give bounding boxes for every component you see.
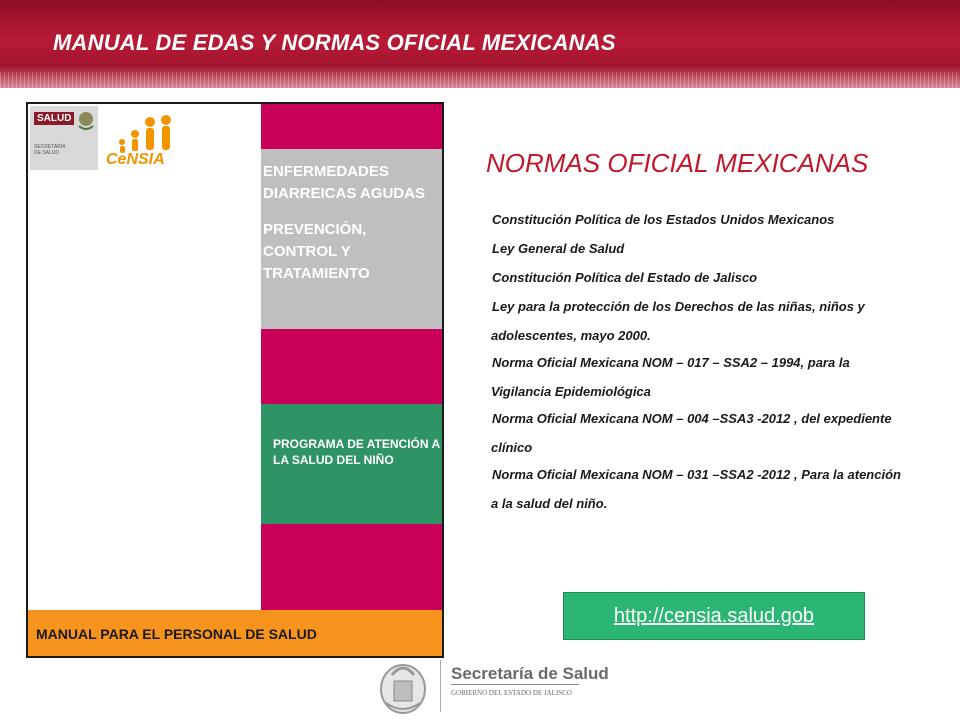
header-banner <box>0 0 960 88</box>
list-item-text: Ley para la protección de los Derechos de las niñas, niños y adolescentes, mayo 2000. <box>491 299 865 343</box>
censia-link-button[interactable] <box>563 592 865 640</box>
list-item-text: Norma Oficial Mexicana NOM – 004 –SSA3 -2012 , del expediente clínico <box>491 411 892 455</box>
list-item-text: Norma Oficial Mexicana NOM – 017 – SSA2 – 1994, para la Vigilancia Epidemiológica <box>491 355 850 399</box>
section-title: NORMAS OFICIAL MEXICANAS <box>486 148 869 178</box>
norms-list <box>491 206 903 517</box>
cover-bottom-text: MANUAL PARA EL PERSONAL DE SALUD <box>36 626 317 642</box>
footer-government-label: GOBIERNO DEL ESTADO DE JALISCO <box>451 689 572 697</box>
cover-disease-title: ENFERMEDADES DIARREICAS AGUDAS <box>263 163 425 202</box>
list-item-text: Constitución Política del Estado de Jalisco <box>492 270 758 285</box>
salud-logo <box>30 106 98 170</box>
censia-link[interactable]: http://censia.salud.gob <box>613 604 815 627</box>
manual-cover-image <box>26 102 444 658</box>
list-item <box>491 235 903 264</box>
eagle-emblem-icon <box>76 110 96 132</box>
list-item-text: Norma Oficial Mexicana NOM – 031 –SSA2 -2012 , Para la atención a la salud del niño. <box>491 467 901 511</box>
list-item-text: Ley General de Salud <box>492 241 625 256</box>
jalisco-seal-icon <box>372 655 434 717</box>
footer-secretaria-name: Secretaría de Salud <box>451 664 609 683</box>
cover-white-panel <box>28 104 261 610</box>
list-item-text: Constitución Política de los Estados Unidos Mexicanos <box>492 212 835 227</box>
secretaria-label: SECRETARÍA DE SALUD <box>34 144 66 156</box>
header-stripe <box>0 72 960 88</box>
salud-logo-label: SALUD <box>34 112 74 125</box>
cover-gray-block <box>261 149 442 329</box>
cover-program-text: PROGRAMA DE ATENCIÓN A LA SALUD DEL NIÑO <box>273 437 440 467</box>
list-item <box>491 349 903 405</box>
censia-label: CeNSIA <box>106 151 165 168</box>
page-title: MANUAL DE EDAS Y NORMAS OFICIAL MEXICANAS <box>53 30 616 55</box>
cover-gray-text <box>263 161 441 299</box>
footer-underline <box>451 684 579 685</box>
cover-bottom-band <box>28 610 442 656</box>
cover-prevention-title: PREVENCIÓN, CONTROL Y TRATAMIENTO <box>263 221 370 282</box>
list-item <box>491 264 903 293</box>
cover-green-block <box>261 404 442 524</box>
footer-divider <box>440 660 441 712</box>
list-item <box>491 293 903 349</box>
list-item <box>491 461 903 517</box>
list-item <box>491 405 903 461</box>
list-item <box>491 206 903 235</box>
